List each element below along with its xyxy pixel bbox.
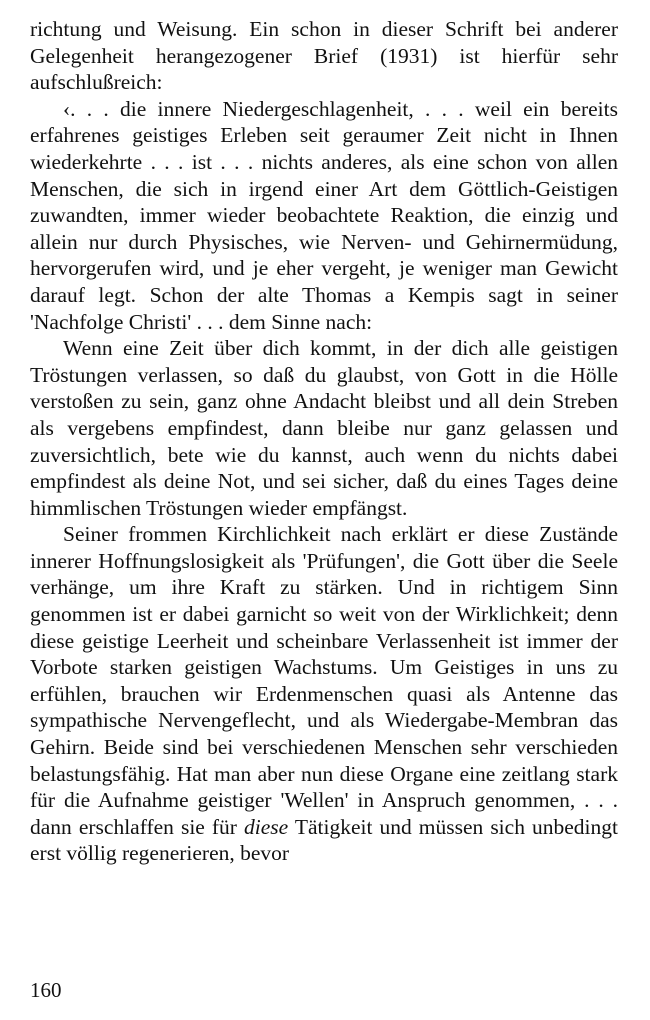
paragraph-letter-quote: ‹. . . die innere Niedergeschlagenheit, . . . weil ein bereits erfahrenes geistiges Erleben seit geraumer Zeit nicht in Ihnen wiederkehrte . . . ist . . . nichts anderes, als eine schon von allen Menschen, die sich in irgend einer Art dem Göttlich-Geistigen zuwandten, immer wieder beobachtete Reaktion, die einzig und allein nur durch Physisches, wie Nerven- und Gehirnermüdung, hervorgerufen wird, und je eher vergeht, je weniger man Gewicht darauf legt. Schon der alte Thomas a Kempis sagt in seiner 'Nachfolge Christi' . . . dem Sinne nach: (30, 96, 618, 334)
paragraph-kempis-quote: Wenn eine Zeit über dich kommt, in der dich alle geistigen Tröstungen verlassen, so daß du glaubst, von Gott in die Hölle verstoßen zu sein, ganz ohne Andacht bleibst und all dein Streben als vergebens empfindest, dann bleibe nur ganz gelassen und zuversichtlich, bete wie du kannst, auch wenn du nichts dabei empfindest als deine Not, und sei sicher, daß du eines Tages deine himmlischen Tröstungen wieder empfängst. (30, 336, 618, 520)
paragraph-commentary-part-1: Seiner frommen Kirchlichkeit nach erklärt er diese Zustände innerer Hoffnungslosigkeit als 'Prüfungen', die Gott über die Seele verhänge, um ihre Kraft zu stärken. Und in richtigem Sinn genommen ist er dabei garnicht so weit von der Wirklichkeit; denn diese geistige Leerheit und scheinbare Verlassenheit ist immer der Vorbote starken geistigen Wachstums. Um Geistiges in uns zu erfühlen, brauchen wir Erdenmenschen quasi als Antenne das sympathische Nervengeflecht, und als Wiedergabe-Membran das Gehirn. Beide sind bei verschiedenen Menschen sehr verschieden belastungsfähig. Hat man aber nun diese Organe eine zeitlang stark für die Aufnahme geistiger 'Wellen' in Anspruch genommen, . . . dann erschlaffen sie für (30, 522, 618, 839)
paragraph-intro: richtung und Weisung. Ein schon in dieser Schrift bei anderer Gelegenheit herangezogener Brief (1931) ist hierfür sehr aufschlußreich: (30, 17, 618, 95)
paragraph-commentary (30, 521, 618, 867)
book-page-text (30, 16, 618, 867)
page-number: 160 (30, 978, 62, 1002)
paragraph-commentary-emphasis: diese (244, 814, 289, 839)
paragraph-commentary-part-2: Tätigkeit und müssen sich unbedingt erst völlig regenerieren, bevor (30, 814, 618, 866)
